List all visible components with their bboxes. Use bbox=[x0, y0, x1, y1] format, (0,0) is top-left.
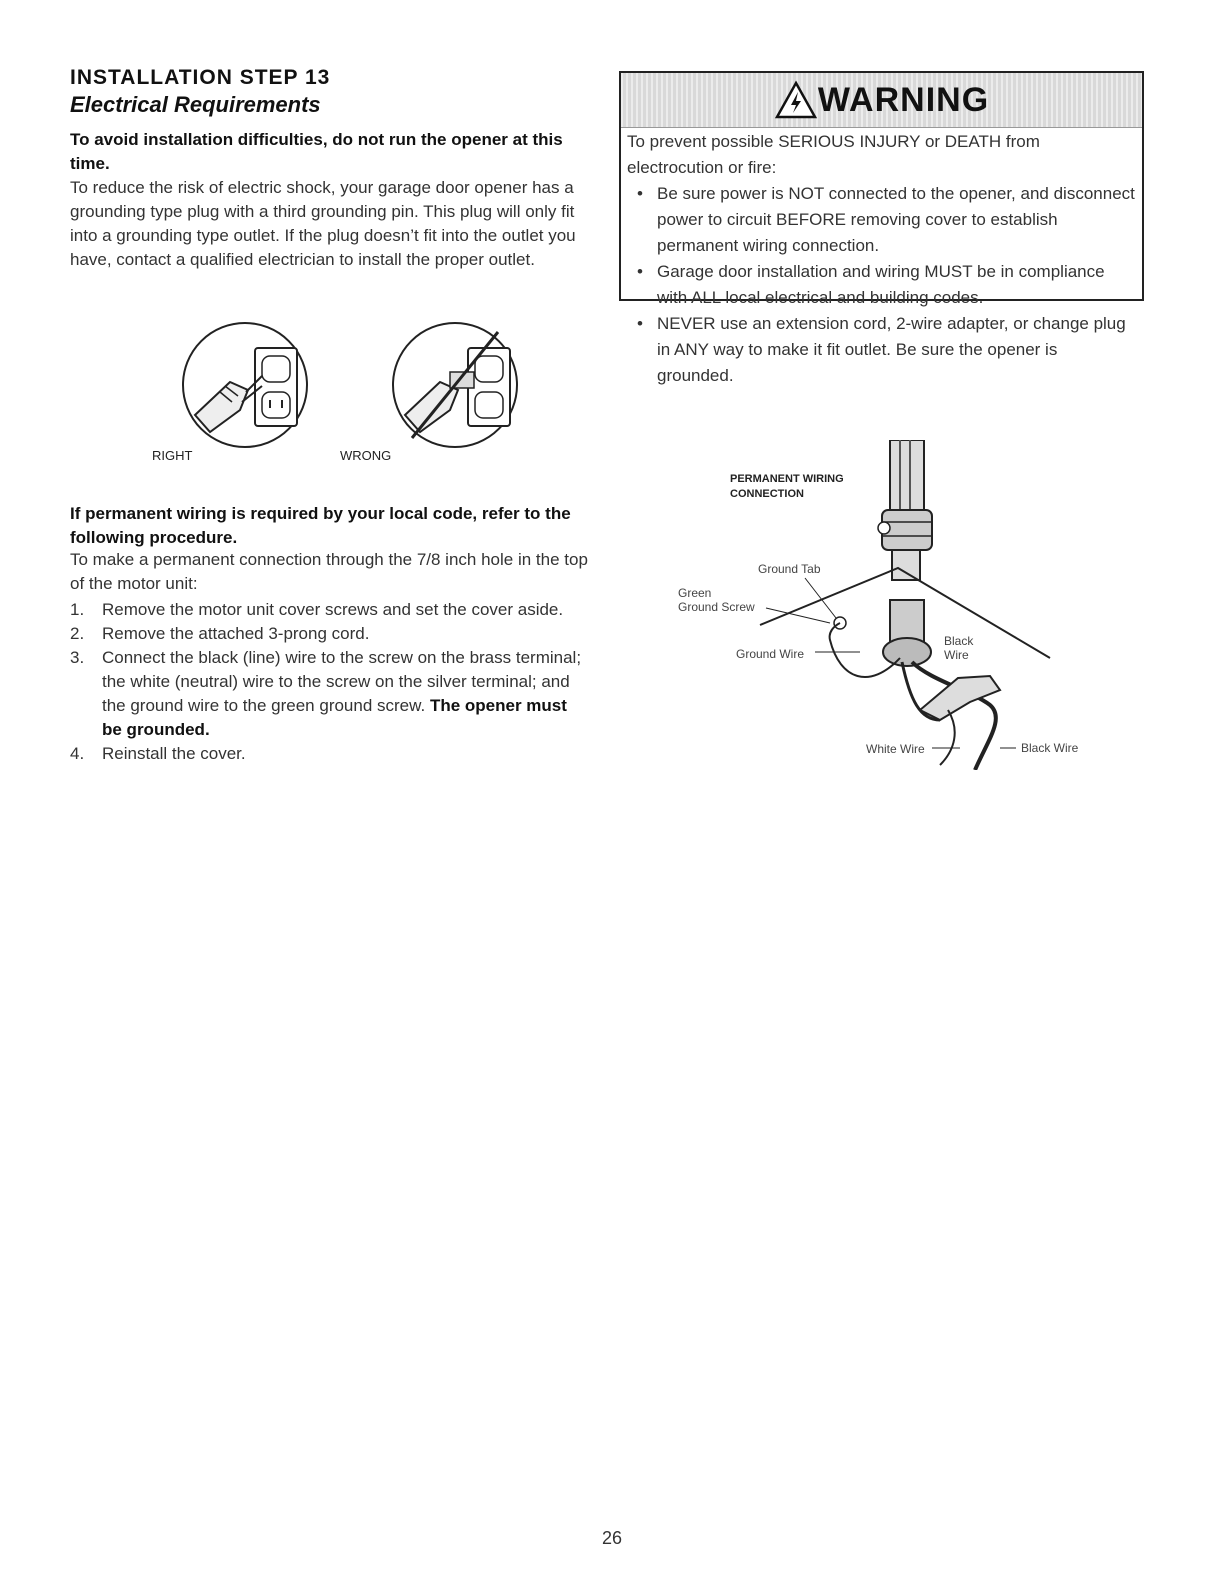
outlet-figure bbox=[150, 320, 570, 470]
list-item: 4. Reinstall the cover. bbox=[70, 744, 246, 763]
list-item: • Garage door installation and wiring MUST be in compliance with ALL local electrical and building codes. bbox=[637, 262, 1105, 307]
step-title: INSTALLATION STEP 13 bbox=[70, 66, 331, 89]
black-wire-upper-label-line1: Black bbox=[944, 634, 974, 648]
warning-title: WARNING bbox=[817, 80, 990, 119]
warning-banner bbox=[621, 73, 1142, 128]
grounded-note: The opener must be grounded. bbox=[102, 696, 567, 739]
permanent-wiring-bold: If permanent wiring is required by your local code, refer to the following procedure. bbox=[70, 504, 571, 547]
figure-title-line2: CONNECTION bbox=[730, 488, 804, 500]
list-item: • NEVER use an extension cord, 2-wire adapter, or change plug in ANY way to make it fit outlet. Be sure the opener is grounded. bbox=[637, 314, 1126, 385]
black-wire-upper-label-line2: Wire bbox=[944, 648, 969, 662]
figure-title-line1: PERMANENT WIRING bbox=[730, 473, 844, 485]
list-item: • Be sure power is NOT connected to the opener, and disconnect power to circuit BEFORE removing cover to establish permanent wiring connection. bbox=[637, 184, 1135, 255]
right-label: RIGHT bbox=[152, 448, 193, 463]
white-wire-label: White Wire bbox=[866, 742, 925, 756]
black-wire-label: Black Wire bbox=[1021, 741, 1079, 755]
warning-intro: To prevent possible SERIOUS INJURY or DEATH from electrocution or fire: bbox=[627, 132, 1040, 177]
green-ground-screw-label-line1: Green bbox=[678, 586, 712, 600]
step-subtitle: Electrical Requirements bbox=[70, 92, 321, 117]
warning-box bbox=[619, 71, 1144, 385]
procedure-steps bbox=[70, 598, 590, 766]
permanent-wiring-intro: To make a permanent connection through the 7/8 inch hole in the top of the motor unit: bbox=[70, 550, 588, 593]
wrong-label: WRONG bbox=[340, 448, 392, 463]
right-plug-illustration bbox=[183, 323, 307, 447]
list-item: 2. Remove the attached 3-prong cord. bbox=[70, 624, 370, 643]
conduit-illustration bbox=[878, 440, 932, 580]
list-item: 1. Remove the motor unit cover screws and set the cover aside. bbox=[70, 600, 564, 619]
intro-bold-paragraph: To avoid installation difficulties, do not run the opener at this time. bbox=[70, 130, 563, 173]
intro-paragraph: To reduce the risk of electric shock, your garage door opener has a grounding type plug with a third grounding pin. This plug will only fit into a grounding type outlet. If the plug doesn’t fit into the outlet you have, contact a qualified electrician to install the proper outlet. bbox=[70, 178, 576, 269]
permanent-wiring-figure bbox=[670, 440, 1100, 770]
ground-tab-label: Ground Tab bbox=[758, 562, 821, 576]
ground-wire-label: Ground Wire bbox=[736, 647, 805, 661]
warning-bullets bbox=[627, 181, 1137, 389]
wrong-plug-illustration bbox=[393, 323, 517, 447]
warning-triangle-icon bbox=[774, 80, 818, 120]
green-ground-screw-label-line2: Ground Screw bbox=[678, 600, 755, 614]
warning-text bbox=[627, 129, 1137, 389]
page-number: 26 bbox=[601, 1528, 623, 1548]
list-item: 3. Connect the black (line) wire to the screw on the brass terminal; the white (neutral) wire to the screw on the silver terminal; and the ground wire to the green ground screw. The opener must be grounded. bbox=[70, 648, 582, 739]
